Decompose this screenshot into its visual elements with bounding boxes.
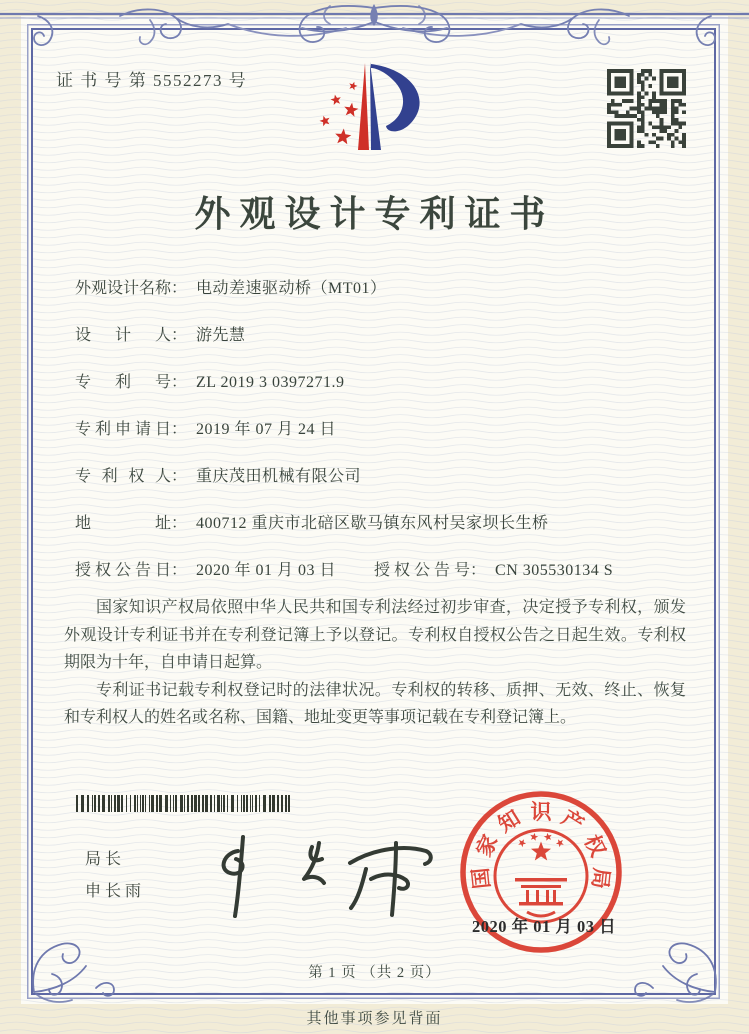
field-colon: ： [171,374,188,391]
field-colon: ： [171,327,188,344]
handwritten-signature [200,833,440,921]
back-side-note: 其他事项参见背面 [306,1011,443,1027]
field-label: 专利权人 [75,468,171,485]
field-grant-date [75,562,336,579]
field-grant-publication-number [374,558,613,584]
field-colon: ： [171,468,188,485]
field-colon: ： [470,562,487,579]
field-value: 2019 年 07 月 24 日 [196,421,337,438]
field-label: 专利号 [75,374,171,391]
signer-block [85,844,145,908]
certificate-fields [75,276,720,605]
field-label: 设计人 [75,327,171,344]
seal-date: 2020 年 01 月 03 日 [472,917,617,936]
field-colon: ： [171,421,188,438]
field-value: 游先慧 [196,327,246,344]
field-patentee [75,464,720,511]
field-value: 400712 重庆市北碚区歇马镇东风村吴家坝长生桥 [196,515,549,532]
legal-paragraph-1: 国家知识产权局依照中华人民共和国专利法经过初步审查，决定授予专利权，颁发外观设计专利证书并在专利登记簿上予以登记。专利权自授权公告之日起生效。专利权期限为十年，自申请日起算。 [64,599,686,671]
field-value: 重庆茂田机械有限公司 [196,468,362,485]
certificate-title: 外观设计专利证书 [194,194,555,234]
field-colon: ： [171,562,188,579]
legal-paragraph-2: 专利证书记载专利权登记时的法律状况。专利权的转移、质押、无效、终止、恢复和专利权人的姓名或名称、国籍、地址变更等事项记载在专利登记簿上。 [64,681,686,726]
field-label: 授权公告日 [75,562,171,579]
certificate-number: 证 书 号 第 5552273 号 [56,71,248,90]
field-label: 地址 [75,515,171,532]
field-designer [75,323,720,370]
field-design-name [75,276,720,323]
svg-text:知: 知 [493,805,525,837]
field-filing-date [75,417,720,464]
field-patent-number [75,370,720,417]
legal-text [64,594,686,732]
signer-name: 申长雨 [85,883,146,900]
page-indicator: 第 1 页 （共 2 页） [308,965,441,981]
svg-text:国: 国 [468,866,495,890]
field-address [75,511,720,558]
field-value: CN 305530134 S [495,562,614,579]
national-emblem [495,830,587,922]
field-value: ZL 2019 3 0397271.9 [196,374,345,391]
patent-office-logo-icon [290,40,450,160]
svg-text:家: 家 [471,830,503,861]
svg-text:权: 权 [579,830,611,861]
field-value: 2020 年 01 月 03 日 [196,562,337,579]
field-label: 外观设计名称 [75,280,172,297]
field-value: 电动差速驱动桥（MT01） [196,280,387,297]
signer-title: 局长 [85,851,126,868]
field-label: 专利申请日 [75,421,171,438]
qr-code [607,69,686,148]
field-colon: ： [171,515,188,532]
svg-text:识: 识 [530,800,552,824]
svg-text:局: 局 [587,866,614,890]
field-colon: ： [171,280,188,297]
field-label: 授权公告号 [374,562,470,579]
svg-text:产: 产 [557,805,589,837]
barcode [76,795,290,812]
